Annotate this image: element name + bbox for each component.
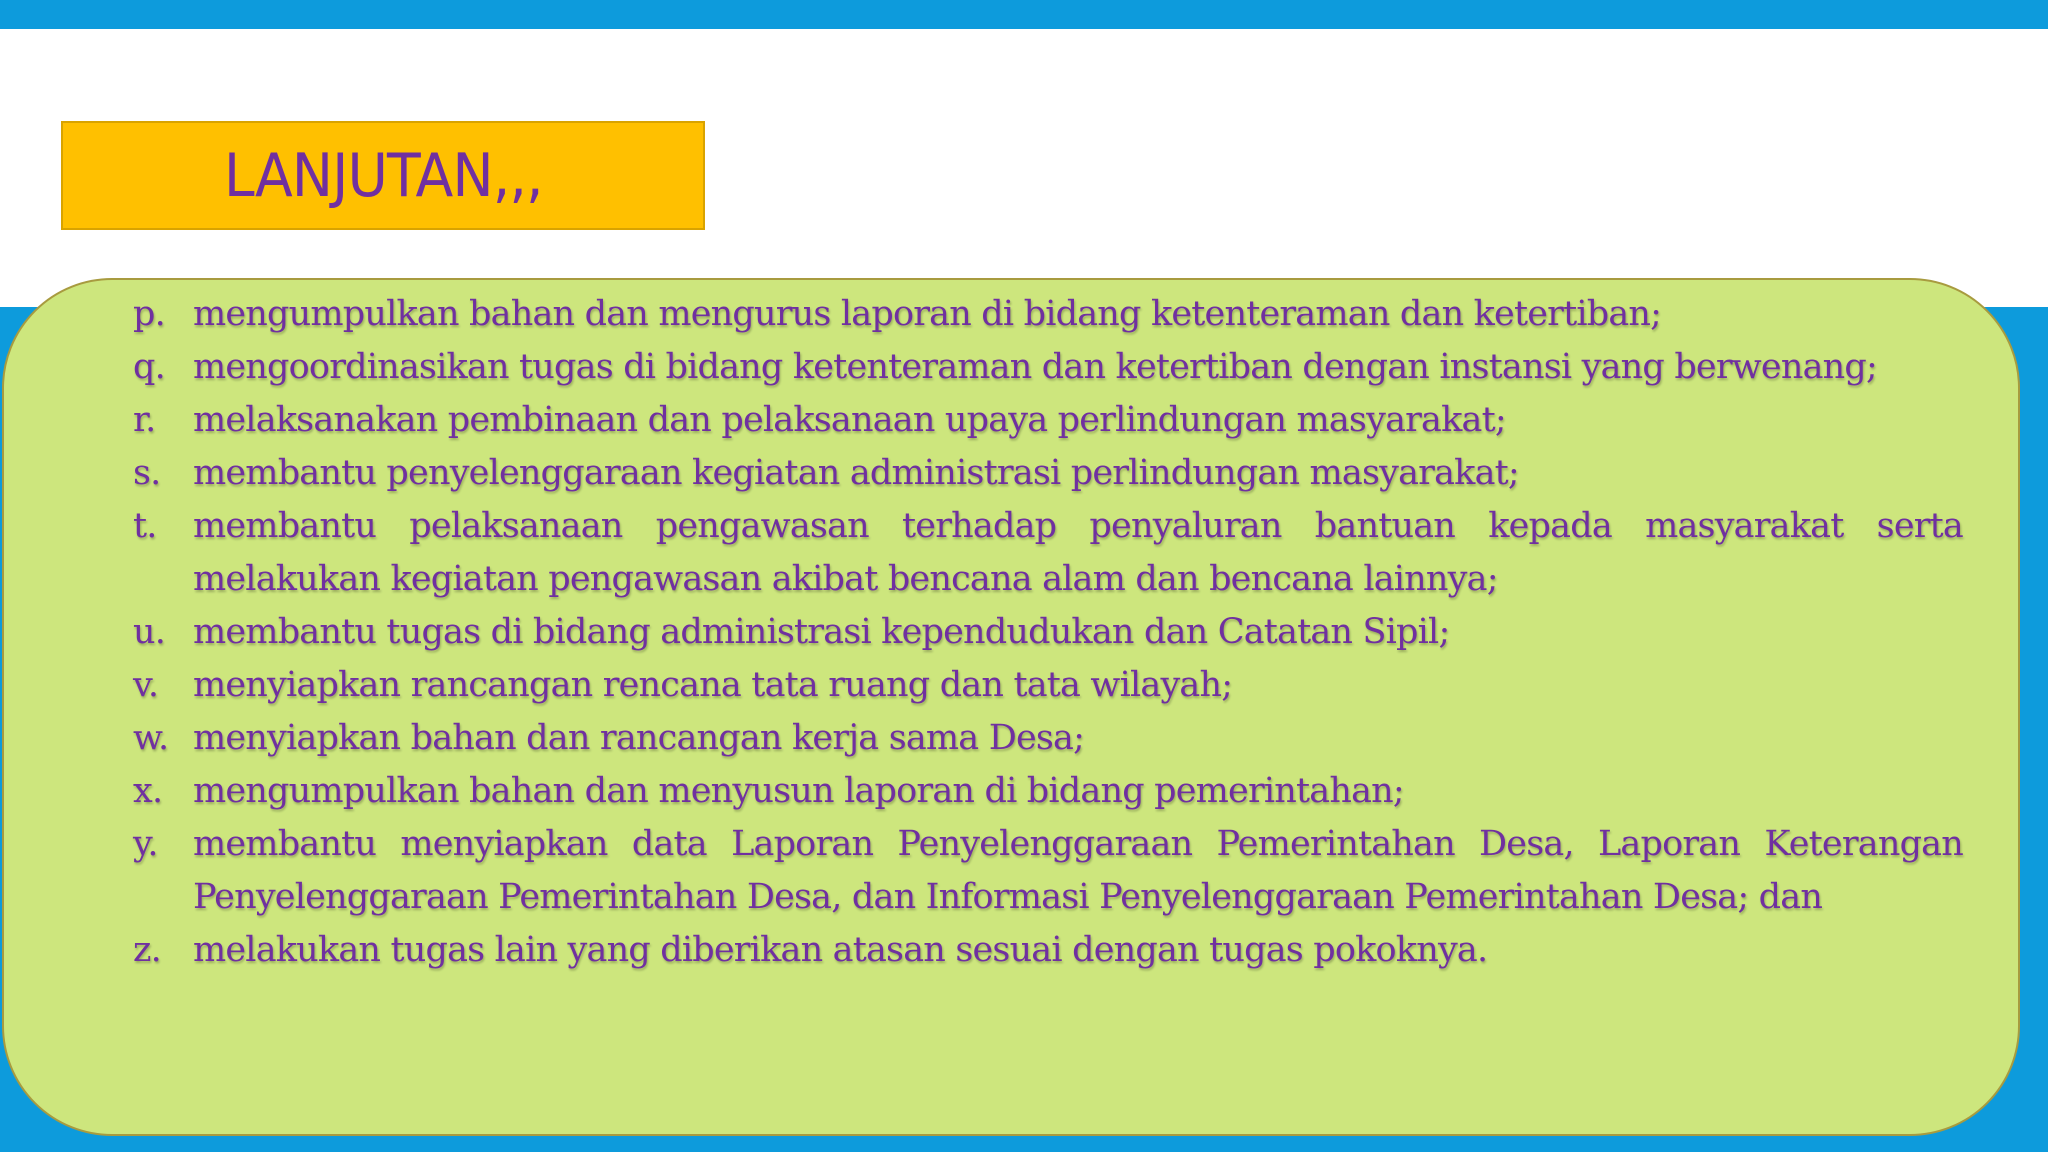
title-box: [61, 121, 705, 230]
slide-title: LANJUTAN,,,: [223, 140, 543, 211]
list-marker: r.: [133, 400, 156, 440]
top-accent-bar: [0, 0, 2048, 29]
list-item-t: [133, 500, 1963, 606]
list-item-q: [133, 341, 1963, 394]
list-item-text: melaksanakan pembinaan dan pelaksanaan upaya perlindungan masyarakat;: [193, 400, 1506, 440]
list-marker: q.: [133, 347, 165, 387]
list-item-r: [133, 394, 1963, 447]
list-item-text: mengumpulkan bahan dan menyusun laporan di bidang pemerintahan;: [193, 771, 1404, 811]
list-item-s: [133, 447, 1963, 500]
list-item-text: melakukan tugas lain yang diberikan atasan sesuai dengan tugas pokoknya.: [193, 930, 1488, 970]
list-item-text: membantu pelaksanaan pengawasan terhadap penyaluran bantuan kepada masyarakat serta melakukan kegiatan pengawasan akibat bencana alam dan bencana lainnya;: [193, 506, 1963, 599]
duty-list: [133, 288, 1963, 977]
list-marker: u.: [133, 612, 166, 652]
list-item-text: menyiapkan bahan dan rancangan kerja sama Desa;: [193, 718, 1085, 758]
list-marker: v.: [133, 665, 159, 705]
list-marker: s.: [133, 453, 161, 493]
list-item-u: [133, 606, 1963, 659]
list-marker: t.: [133, 506, 157, 546]
list-marker: y.: [133, 824, 158, 864]
list-marker: x.: [133, 771, 163, 811]
list-item-text: membantu penyelenggaraan kegiatan administrasi perlindungan masyarakat;: [193, 453, 1519, 493]
list-item-text: menyiapkan rancangan rencana tata ruang dan tata wilayah;: [193, 665, 1233, 705]
list-marker: w.: [133, 718, 169, 758]
list-item-text: membantu tugas di bidang administrasi kependudukan dan Catatan Sipil;: [193, 612, 1450, 652]
list-item-text: mengumpulkan bahan dan mengurus laporan di bidang ketenteraman dan ketertiban;: [193, 294, 1662, 334]
list-marker: z.: [133, 930, 161, 970]
list-item-text: mengoordinasikan tugas di bidang ketenteraman dan ketertiban dengan instansi yang berwenang;: [193, 347, 1877, 387]
list-marker: p.: [133, 294, 165, 334]
list-item-x: [133, 765, 1963, 818]
list-item-y: [133, 818, 1963, 924]
list-item-z: [133, 924, 1963, 977]
list-item-text: membantu menyiapkan data Laporan Penyelenggaraan Pemerintahan Desa, Laporan Keterangan Penyelenggaraan Pemerintahan Desa, dan Informasi Penyelenggaraan Pemerintahan Desa; dan: [193, 824, 1963, 917]
list-item-w: [133, 712, 1963, 765]
list-item-p: [133, 288, 1963, 341]
list-item-v: [133, 659, 1963, 712]
